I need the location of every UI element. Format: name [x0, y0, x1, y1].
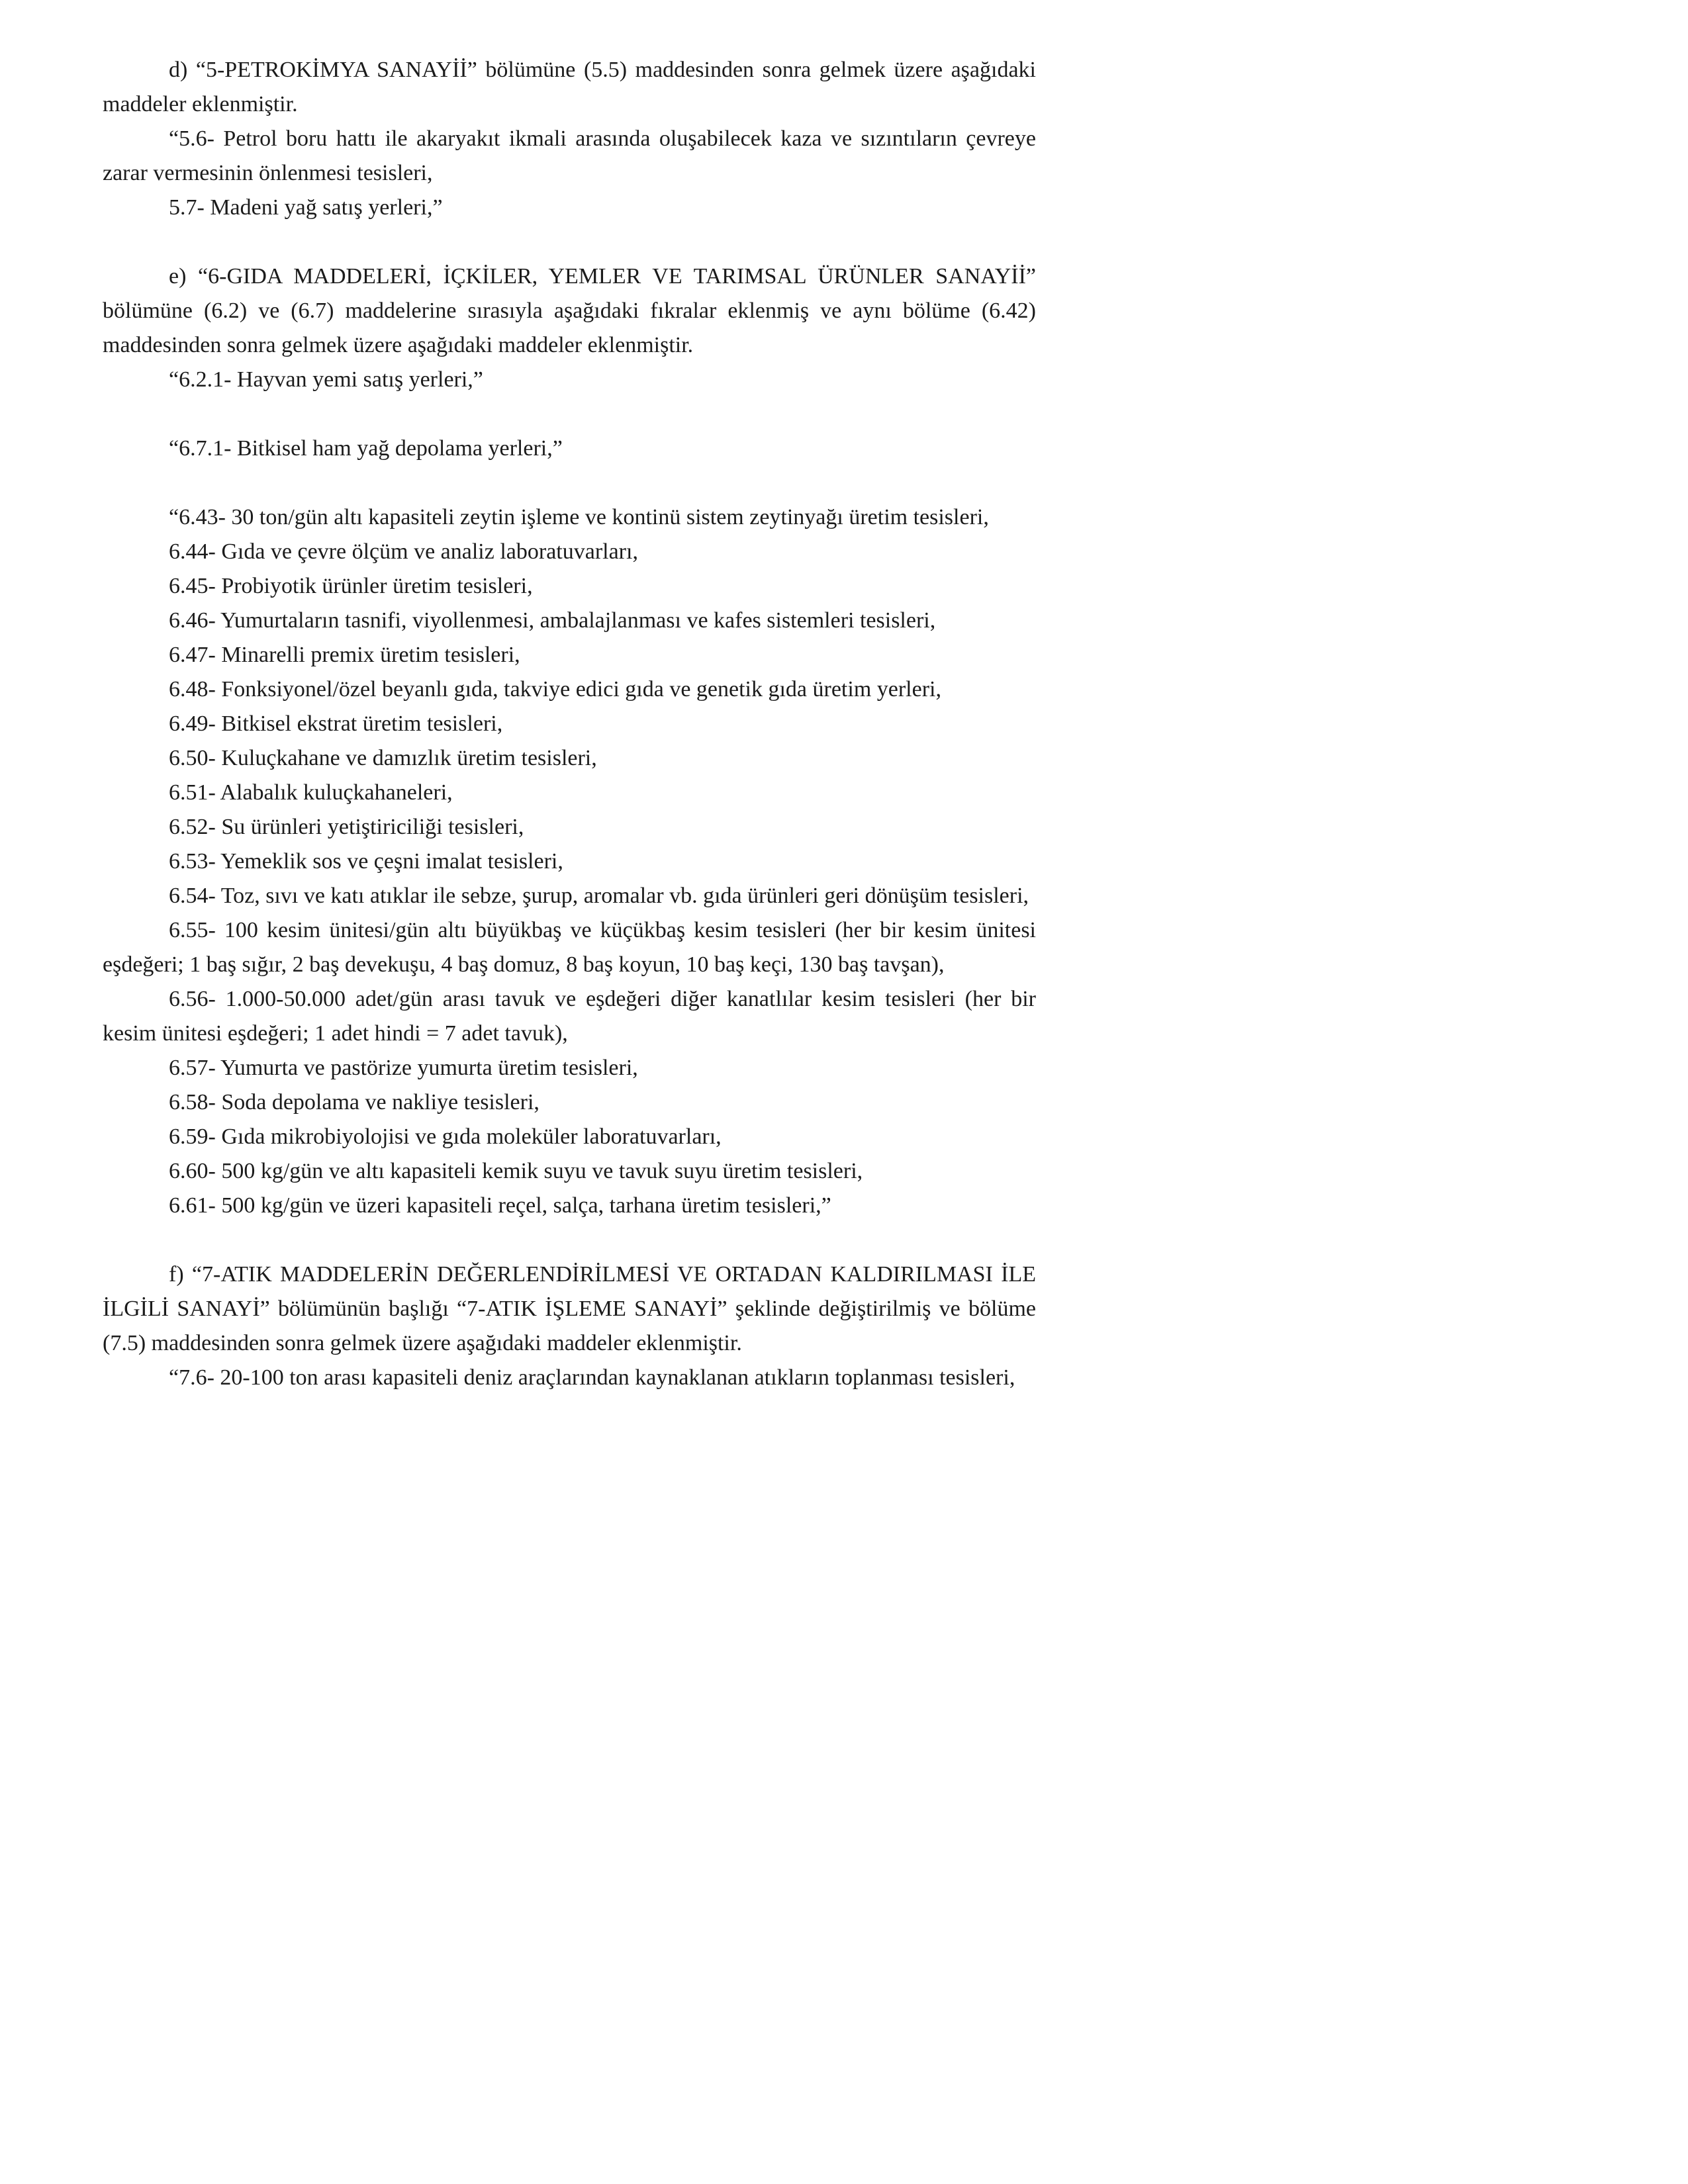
paragraph: 6.58- Soda depolama ve nakliye tesisleri, [169, 1090, 539, 1115]
paragraph: 6.61- 500 kg/gün ve üzeri kapasiteli reçel, salça, tarhana üretim tesisleri,” [169, 1193, 831, 1218]
paragraph: 6.59- Gıda mikrobiyolojisi ve gıda moleküler laboratuvarları, [169, 1124, 722, 1149]
paragraph: 6.56- 1.000-50.000 adet/gün arası tavuk ve eşdeğeri diğer kanatlılar kesim tesisleri (her bir kesim ünitesi eşdeğeri; 1 adet hindi = 7 adet tavuk), [103, 987, 1036, 1046]
paragraph: 6.53- Yemeklik sos ve çeşni imalat tesisleri, [169, 849, 563, 874]
paragraph: e) “6-GIDA MADDELERİ, İÇKİLER, YEMLER VE TARIMSAL ÜRÜNLER SANAYİİ” bölümüne (6.2) ve (6.7) maddelerine sırasıyla aşağıdaki fıkralar eklenmiş ve aynı bölüme (6.42) maddesinden sonra gelmek üzere aşağıdaki maddeler eklenmiştir. [103, 264, 1036, 357]
paragraph: 6.44- Gıda ve çevre ölçüm ve analiz laboratuvarları, [169, 539, 638, 564]
paragraph: d) “5-PETROKİMYA SANAYİİ” bölümüne (5.5) maddesinden sonra gelmek üzere aşağıdaki maddeler eklenmiştir. [103, 58, 1036, 116]
paragraph: 6.45- Probiyotik ürünler üretim tesisleri, [169, 574, 533, 598]
paragraph: “6.43- 30 ton/gün altı kapasiteli zeytin işleme ve kontinü sistem zeytinyağı üretim tesisleri, [169, 505, 989, 529]
paragraph: 6.54- Toz, sıvı ve katı atıklar ile sebze, şurup, aromalar vb. gıda ürünleri geri dönüşüm tesisleri, [169, 884, 1029, 908]
paragraph: 6.55- 100 kesim ünitesi/gün altı büyükbaş ve küçükbaş kesim tesisleri (her bir kesim ünitesi eşdeğeri; 1 baş sığır, 2 baş devekuşu, 4 baş domuz, 8 baş koyun, 10 baş keçi, 130 baş tavşan), [103, 918, 1036, 977]
paragraph: 6.50- Kuluçkahane ve damızlık üretim tesisleri, [169, 746, 597, 770]
paragraph: 5.7- Madeni yağ satış yerleri,” [169, 195, 443, 220]
paragraph: “7.6- 20-100 ton arası kapasiteli deniz araçlarından kaynaklanan atıkların toplanması tesisleri, [169, 1365, 1015, 1390]
paragraph: “6.7.1- Bitkisel ham yağ depolama yerleri,” [169, 436, 563, 461]
paragraph: 6.46- Yumurtaların tasnifi, viyollenmesi, ambalajlanması ve kafes sistemleri tesisleri, [169, 608, 936, 633]
paragraph: 6.51- Alabalık kuluçkahaneleri, [169, 780, 453, 805]
document-body [103, 53, 1036, 1395]
paragraph: 6.47- Minarelli premix üretim tesisleri, [169, 643, 520, 667]
paragraph: “6.2.1- Hayvan yemi satış yerleri,” [169, 367, 483, 392]
paragraph: 6.48- Fonksiyonel/özel beyanlı gıda, takviye edici gıda ve genetik gıda üretim yerleri, [169, 677, 941, 702]
paragraph: 6.57- Yumurta ve pastörize yumurta üretim tesisleri, [169, 1056, 638, 1080]
paragraph: 6.49- Bitkisel ekstrat üretim tesisleri, [169, 711, 503, 736]
paragraph: “5.6- Petrol boru hattı ile akaryakıt ikmali arasında oluşabilecek kaza ve sızıntıların çevreye zarar vermesinin önlenmesi tesisleri, [103, 126, 1036, 185]
paragraph: f) “7-ATIK MADDELERİN DEĞERLENDİRİLMESİ VE ORTADAN KALDIRILMASI İLE İLGİLİ SANAYİ” bölümünün başlığı “7-ATIK İŞLEME SANAYİ” şeklinde değiştirilmiş ve bölüme (7.5) maddesinden sonra gelmek üzere aşağıdaki maddeler eklenmiştir. [103, 1262, 1036, 1355]
paragraph: 6.60- 500 kg/gün ve altı kapasiteli kemik suyu ve tavuk suyu üretim tesisleri, [169, 1159, 863, 1183]
paragraph: 6.52- Su ürünleri yetiştiriciliği tesisleri, [169, 815, 524, 839]
